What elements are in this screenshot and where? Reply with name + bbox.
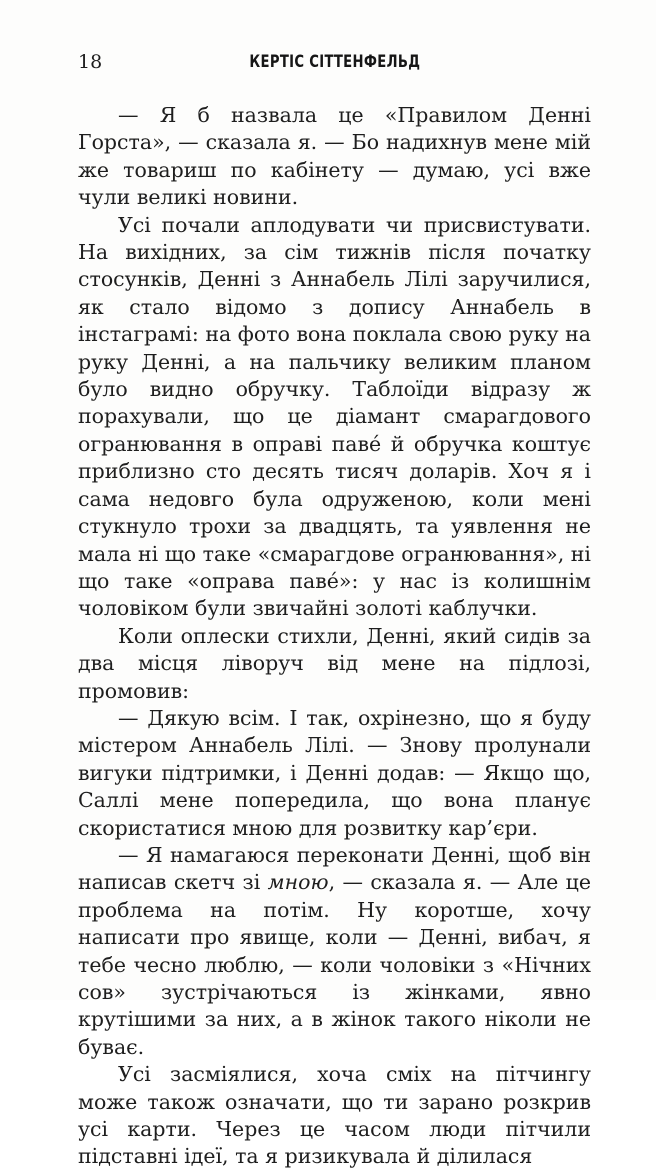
page-number: 18 [78,51,103,73]
text-segment: Усі почали аплодувати чи присвистувати. На вихідних, за сім тижнів після початку стосунків, Денні з Аннабель Лілі заручилися, як стало відомо з допису Аннабель в інстаграмі: на фото вона поклала свою руку на руку Денні, а на пальчику великим планом було видно обручку. Таблоїди відразу ж порахували, що це діамант смарагдового огранювання в оправі паве́ й обручка коштує приблизно сто десять тисяч доларів. Хоч я і сама недовго була одруженою, коли мені стукнуло трохи за двадцять, та уявлення не мала ні що таке «смарагдове огранювання», ні що таке «оправа паве́»: у нас із колишнім чоловіком були звичайні золоті каблучки. [78,212,591,621]
running-header [78,51,592,73]
text-segment: — Дякую всім. І так, охрінезно, що я буду містером Аннабель Лілі. — Знову пролунали вигуки підтримки, і Денні додав: — Якщо що, Саллі мене попередила, що вона планує скористатися мною для розвитку кар’єри. [78,705,591,840]
body-text [78,102,591,1171]
paragraph [78,102,591,212]
paragraph [78,705,591,842]
text-segment: Усі засміялися, хоча сміх на пітчингу може також означати, що ти зарано розкрив усі карти. Через це часом люди пітчили підставні ідеї, та я ризикувала й ділилася [78,1062,591,1169]
paragraph [78,842,591,1061]
italic-text: мною [267,870,329,895]
paragraph [78,623,591,705]
paragraph [78,1061,591,1171]
page-header [78,51,592,73]
text-segment: — Я намагаюся переконати Денні, щоб він написав скетч зі [78,842,591,895]
running-header-author: КЕРТІС СІТТЕНФЕЛЬД [249,52,421,71]
text-segment: — Я б назвала це «Правилом Денні Горста», — сказала я. — Бо надихнув мене мій же товариш по кабінету — думаю, усі вже чули великі новини. [78,103,591,210]
text-segment: , — сказала я. — Але це проблема на потім. Ну коротше, хочу написати про явище, коли — Денні, вибач, я тебе чесно люблю, — коли чоловіки з «Нічних сов» зустрічаються із жінками, явно крутішими за них, а в жінок такого ніколи не буває. [78,870,591,1059]
paragraph [78,212,591,623]
text-segment: Коли оплески стихли, Денні, який сидів за два місця ліворуч від мене на підлозі, промовив: [78,623,591,703]
